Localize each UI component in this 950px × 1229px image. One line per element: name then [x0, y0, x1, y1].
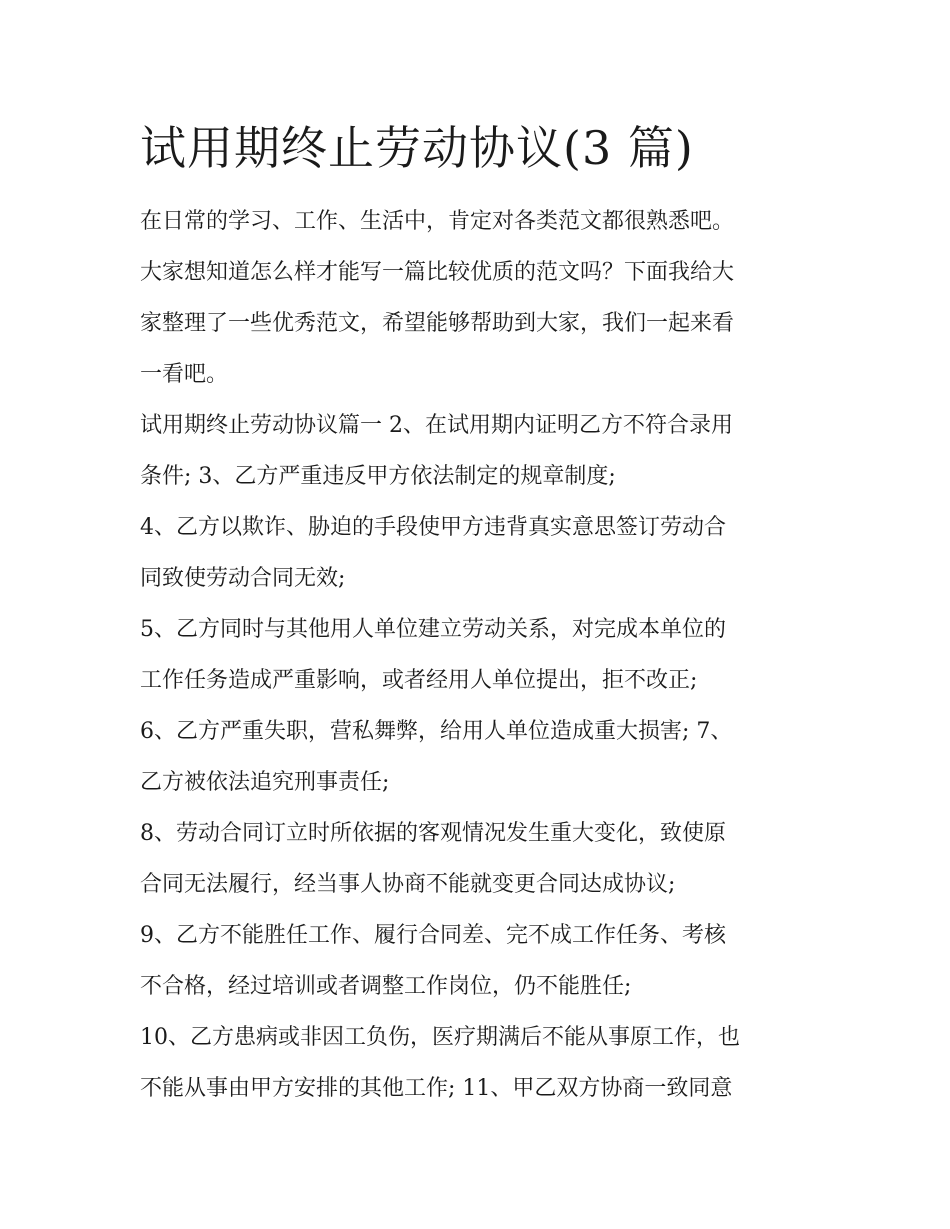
paragraph-item-4 [140, 502, 820, 604]
document-body [140, 196, 820, 1114]
text-line: 一看吧。 [140, 362, 229, 387]
text-line: 乙方被依法追究刑事责任; [140, 770, 390, 795]
text-line: 不合格，经过培训或者调整工作岗位，仍不能胜任; [140, 974, 632, 999]
text-line: 同致使劳动合同无效; [140, 566, 346, 591]
text-line: 在日常的学习、工作、生活中，肯定对各类范文都很熟悉吧。 [140, 209, 735, 234]
page-title: 试用期终止劳动协议(3 篇) [140, 121, 694, 175]
text-line: 9、乙方不能胜任工作、履行合同差、完不成工作任务、考核 [140, 923, 726, 948]
paragraph-item-10-11 [140, 1012, 820, 1114]
text-line: 5、乙方同时与其他用人单位建立劳动关系，对完成本单位的 [140, 617, 726, 642]
paragraph-item-9 [140, 910, 820, 1012]
text-line: 大家想知道怎么样才能写一篇比较优质的范文吗？下面我给大 [140, 260, 735, 285]
text-line: 条件; 3、乙方严重违反甲方依法制定的规章制度; [140, 464, 616, 489]
text-line: 6、乙方严重失职，营私舞弊，给用人单位造成重大损害; 7、 [140, 719, 733, 744]
text-line: 8、劳动合同订立时所依据的客观情况发生重大变化，致使原 [140, 821, 726, 846]
paragraph-item-5 [140, 604, 820, 706]
text-line: 工作任务造成严重影响，或者经用人单位提出，拒不改正; [140, 668, 698, 693]
text-line: 不能从事由甲方安排的其他工作; 11、甲乙双方协商一致同意 [140, 1076, 733, 1101]
paragraph-item-6-7 [140, 706, 820, 808]
paragraph-item-2-3 [140, 400, 820, 502]
text-line: 家整理了一些优秀范文，希望能够帮助到大家，我们一起来看 [140, 311, 735, 336]
text-line: 10、乙方患病或非因工负伤，医疗期满后不能从事原工作，也 [140, 1025, 740, 1050]
text-line: 4、乙方以欺诈、胁迫的手段使甲方违背真实意思签订劳动合 [140, 515, 726, 540]
text-line: 合同无法履行，经当事人协商不能就变更合同达成协议; [140, 872, 676, 897]
text-line: 试用期终止劳动协议篇一 2、在试用期内证明乙方不符合录用 [140, 413, 733, 438]
paragraph-intro [140, 196, 820, 400]
paragraph-item-8 [140, 808, 820, 910]
